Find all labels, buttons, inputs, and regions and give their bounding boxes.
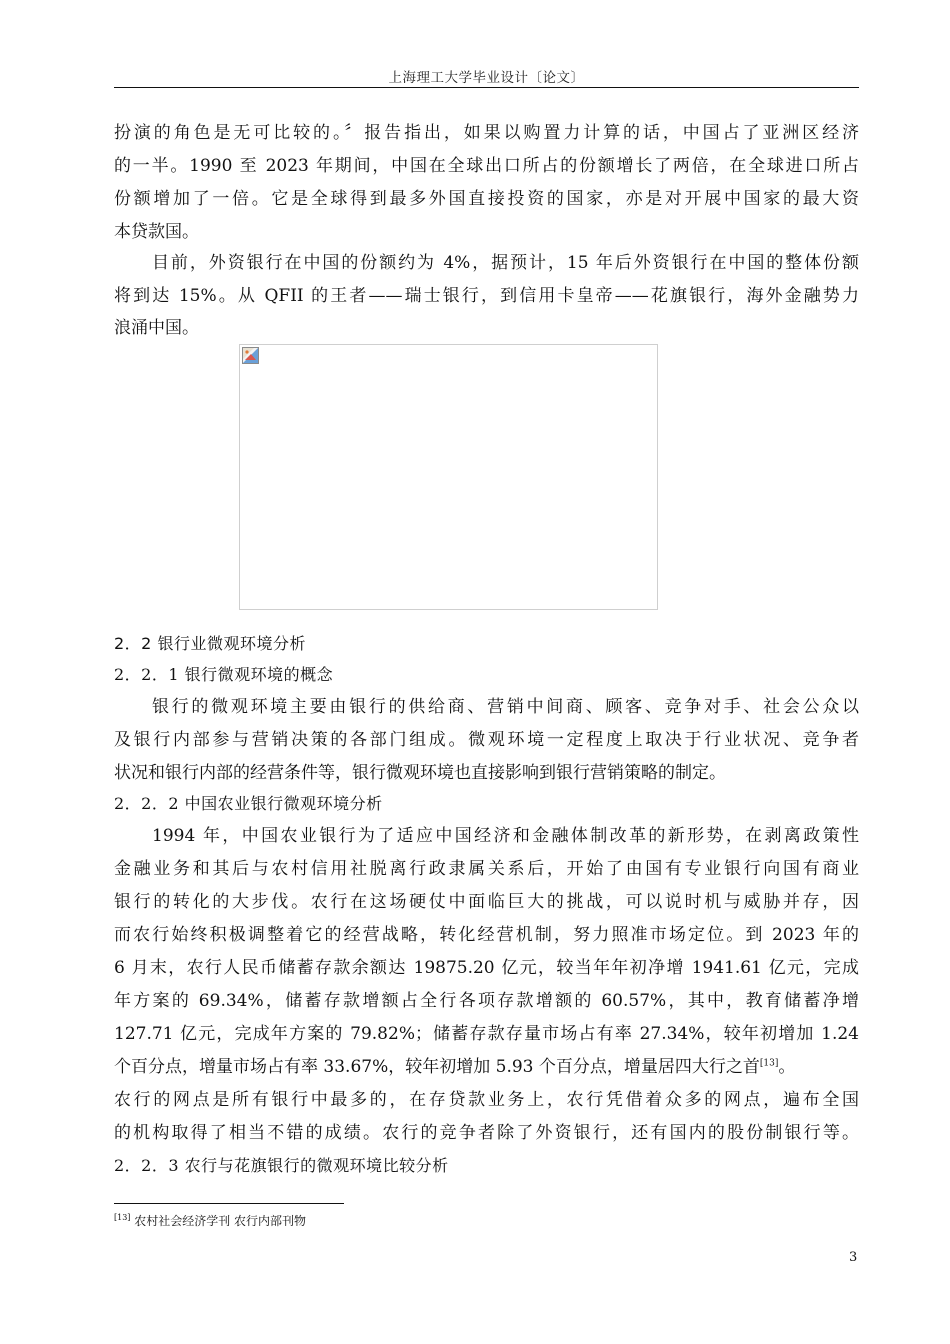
body-line: 金融业务和其后与农村信用社脱离行政隶属关系后，开始了由国有专业银行向国有商业 bbox=[114, 859, 859, 879]
citation-mark[interactable]: [13] bbox=[759, 1058, 779, 1069]
body-line-with-citation bbox=[114, 1057, 859, 1077]
figure-placeholder bbox=[239, 344, 658, 610]
body-line: 的一半。1990 至 2023 年期间，中国在全球出口所占的份额增长了两倍，在全球进口所占 bbox=[114, 156, 859, 176]
header-rule bbox=[114, 87, 859, 88]
body-line: 的机构取得了相当不错的成绩。农行的竞争者除了外资银行，还有国内的股份制银行等。 bbox=[114, 1123, 859, 1143]
body-line: 6 月末，农行人民币储蓄存款余额达 19875.20 亿元，较当年年初净增 1941.61 亿元，完成 bbox=[114, 958, 859, 978]
footnote-rule bbox=[114, 1203, 344, 1204]
body-line: 目前，外资银行在中国的份额约为 4%，据预计，15 年后外资银行在中国的整体份额 bbox=[152, 253, 859, 273]
body-line: 127.71 亿元，完成年方案的 79.82%；储蓄存款存量市场占有率 27.34%，较年初增加 1.24 bbox=[114, 1024, 859, 1044]
subsection-heading: 2．2．3 农行与花旗银行的微观环境比较分析 bbox=[114, 1156, 449, 1175]
body-line: 银行的微观环境主要由银行的供给商、营销中间商、顾客、竞争对手、社会公众以 bbox=[152, 697, 859, 717]
body-line: 年方案的 69.34%，储蓄存款增额占全行各项存款增额的 60.57%，其中，教育储蓄净增 bbox=[114, 991, 859, 1011]
body-line-text: 个百分点，增量市场占有率 33.67%，较年初增加 5.93 个百分点，增量居四大行之首 bbox=[114, 1057, 760, 1077]
body-line: 本贷款国。 bbox=[114, 222, 199, 242]
footnote-mark: [13] bbox=[114, 1213, 131, 1222]
body-line: 份额增加了一倍。它是全球得到最多外国直接投资的国家，亦是对开展中国家的最大资 bbox=[114, 189, 859, 209]
citation-tail: 。 bbox=[778, 1057, 796, 1077]
body-line: 1994 年，中国农业银行为了适应中国经济和金融体制改革的新形势，在剥离政策性 bbox=[152, 826, 859, 846]
body-line: 浪涌中国。 bbox=[114, 318, 199, 338]
page-number: 3 bbox=[849, 1250, 858, 1265]
body-line: 状况和银行内部的经营条件等，银行微观环境也直接影响到银行营销策略的制定。 bbox=[114, 763, 726, 783]
body-line: 及银行内部参与营销决策的各部门组成。微观环境一定程度上取决于行业状况、竞争者 bbox=[114, 730, 859, 750]
subsection-heading: 2．2．2 中国农业银行微观环境分析 bbox=[114, 794, 383, 813]
body-line: 农行的网点是所有银行中最多的，在存贷款业务上，农行凭借着众多的网点，遍布全国 bbox=[114, 1090, 859, 1110]
footnote-text: 农村社会经济学刊 农行内部刊物 bbox=[130, 1214, 307, 1228]
section-heading: 2．2 银行业微观环境分析 bbox=[114, 634, 306, 653]
body-line: 将到达 15%。从 QFII 的王者——瑞士银行，到信用卡皇帝——花旗银行，海外金融势力 bbox=[114, 286, 859, 306]
running-header: 上海理工大学毕业设计〔论文〕 bbox=[388, 70, 585, 86]
footnote bbox=[114, 1213, 306, 1229]
body-line: 而农行始终积极调整着它的经营战略，转化经营机制，努力照准市场定位。到 2023 年的 bbox=[114, 925, 859, 945]
broken-image-icon bbox=[242, 347, 259, 364]
subsection-heading: 2．2．1 银行微观环境的概念 bbox=[114, 665, 334, 684]
body-line: 银行的转化的大步伐。农行在这场硬仗中面临巨大的挑战，可以说时机与威胁并存，因 bbox=[114, 892, 859, 912]
body-line: 扮演的角色是无可比较的。〞报告指出，如果以购置力计算的话，中国占了亚洲区经济 bbox=[114, 123, 859, 143]
